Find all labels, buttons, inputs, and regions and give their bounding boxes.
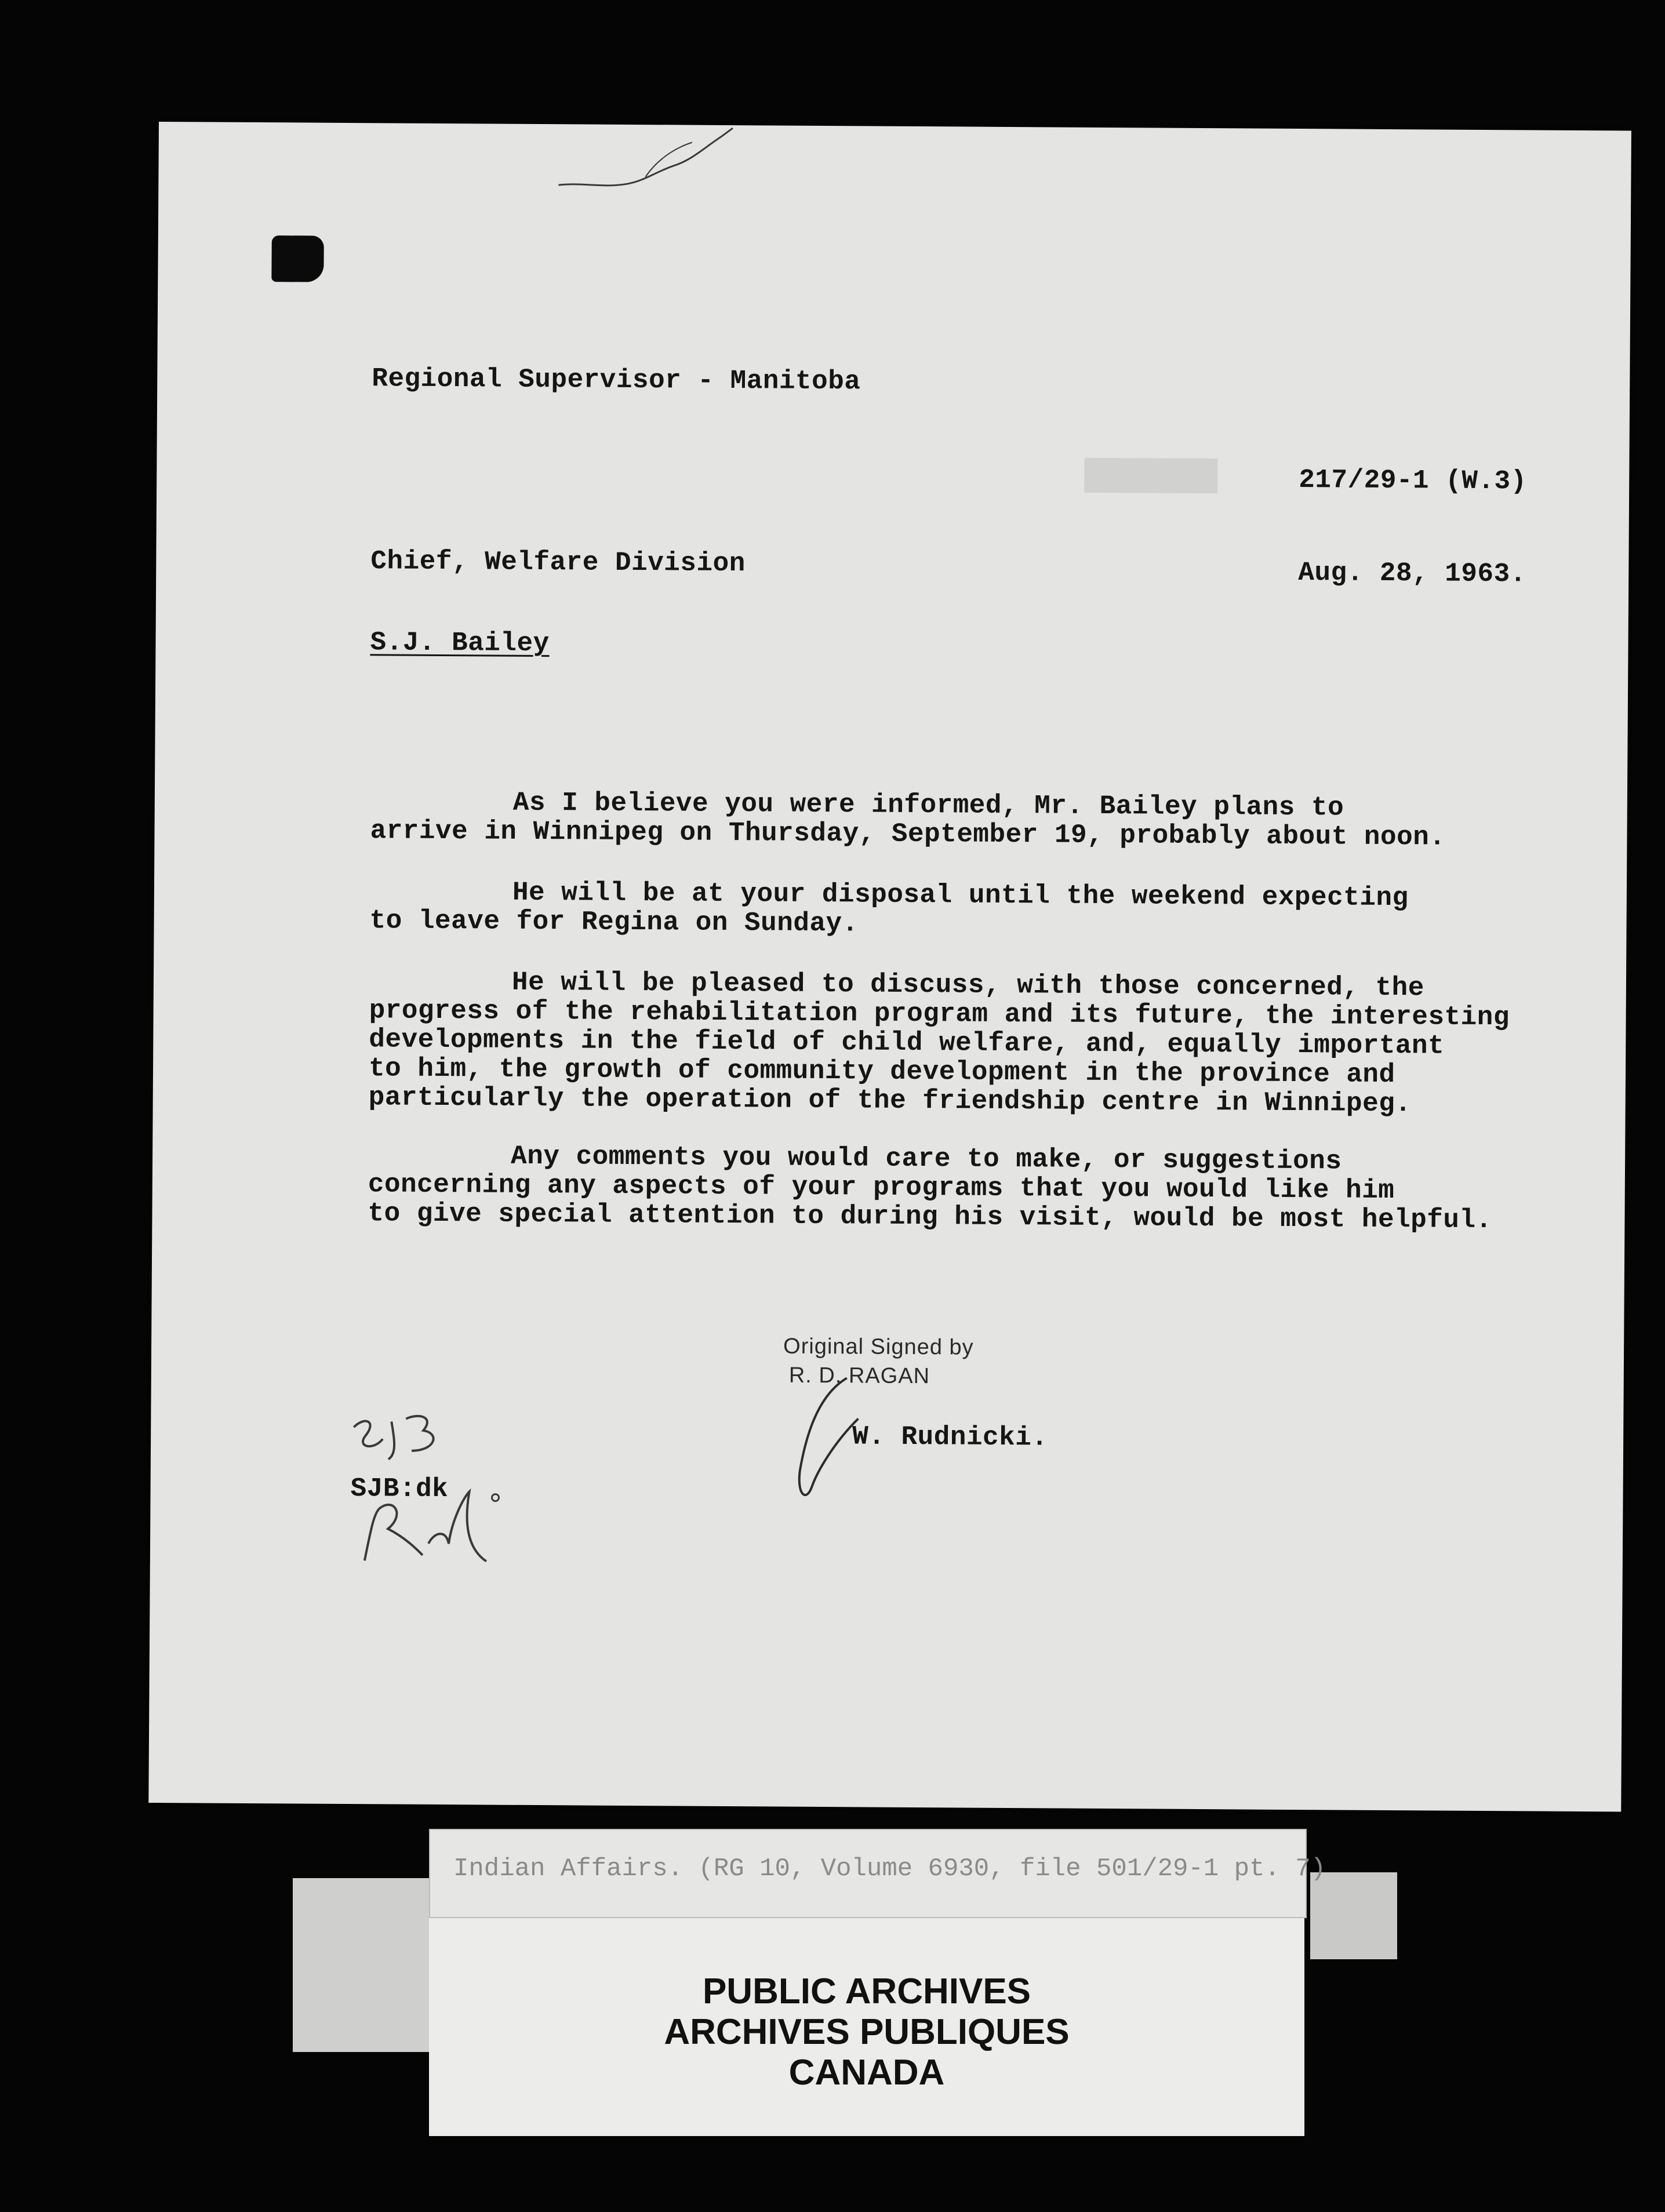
handwritten-initials-sjb-icon xyxy=(342,1404,459,1468)
paragraph-4-line-1: Any comments you would care to make, or suggestions xyxy=(510,1141,1342,1177)
archive-reference: Indian Affairs. (RG 10, Volume 6930, file 501/29-1 pt. 7) xyxy=(453,1854,1326,1883)
sender-line: Chief, Welfare Division xyxy=(370,546,746,579)
signature-flourish-icon xyxy=(782,1372,881,1506)
paragraph-3-line-4: to him, the growth of community development in the province and xyxy=(368,1053,1395,1090)
archives-stamp xyxy=(429,1916,1304,2136)
top-scribble-icon xyxy=(558,124,768,195)
typist-initials: SJB:dk xyxy=(350,1474,449,1505)
paragraph-3-line-3: developments in the field of child welfare, and, equally important xyxy=(369,1024,1445,1061)
original-signer-name: R. D. RAGAN xyxy=(788,1363,930,1389)
paragraph-1-line-1: As I believe you were informed, Mr. Bailey plans to xyxy=(512,787,1344,823)
file-reference: 217/29-1 (W.3) xyxy=(1299,465,1527,497)
paragraph-2-line-1: He will be at your disposal until the weekend expecting xyxy=(512,877,1409,914)
letter-date: Aug. 28, 1963. xyxy=(1298,558,1526,590)
paragraph-4-line-3: to give special attention to during his visit, would be most helpful. xyxy=(368,1198,1492,1236)
original-signed-label: Original Signed by xyxy=(783,1334,974,1360)
signer-name: W. Rudnicki. xyxy=(852,1421,1048,1453)
paragraph-3-line-2: progress of the rehabilitation program and its future, the interesting xyxy=(369,995,1510,1033)
footer-left-tab xyxy=(293,1878,432,2052)
recipient-line: Regional Supervisor - Manitoba xyxy=(372,363,861,397)
paragraph-1-line-2: arrive in Winnipeg on Thursday, September 19, probably about noon. xyxy=(370,816,1446,853)
stamp-line-1: PUBLIC ARCHIVES xyxy=(702,1971,1031,2011)
handwritten-initials-rr-icon xyxy=(353,1474,504,1573)
subject-line: S.J. Bailey xyxy=(370,627,550,659)
archive-reference-strip xyxy=(429,1829,1326,1918)
letter-page xyxy=(148,122,1631,1811)
faint-stamp-mark xyxy=(1084,458,1217,493)
paragraph-4-line-2: concerning any aspects of your programs that you would like him xyxy=(368,1169,1395,1206)
paragraph-2-line-2: to leave for Regina on Sunday. xyxy=(369,905,859,939)
punch-mark xyxy=(271,235,323,282)
stamp-line-3: CANADA xyxy=(788,2053,945,2093)
paragraph-3-line-5: particularly the operation of the friendship centre in Winnipeg. xyxy=(368,1082,1412,1119)
footer-right-tab xyxy=(1310,1872,1397,1959)
stamp-line-2: ARCHIVES PUBLIQUES xyxy=(664,2012,1070,2052)
paragraph-3-line-1: He will be pleased to discuss, with those concerned, the xyxy=(511,967,1424,1003)
